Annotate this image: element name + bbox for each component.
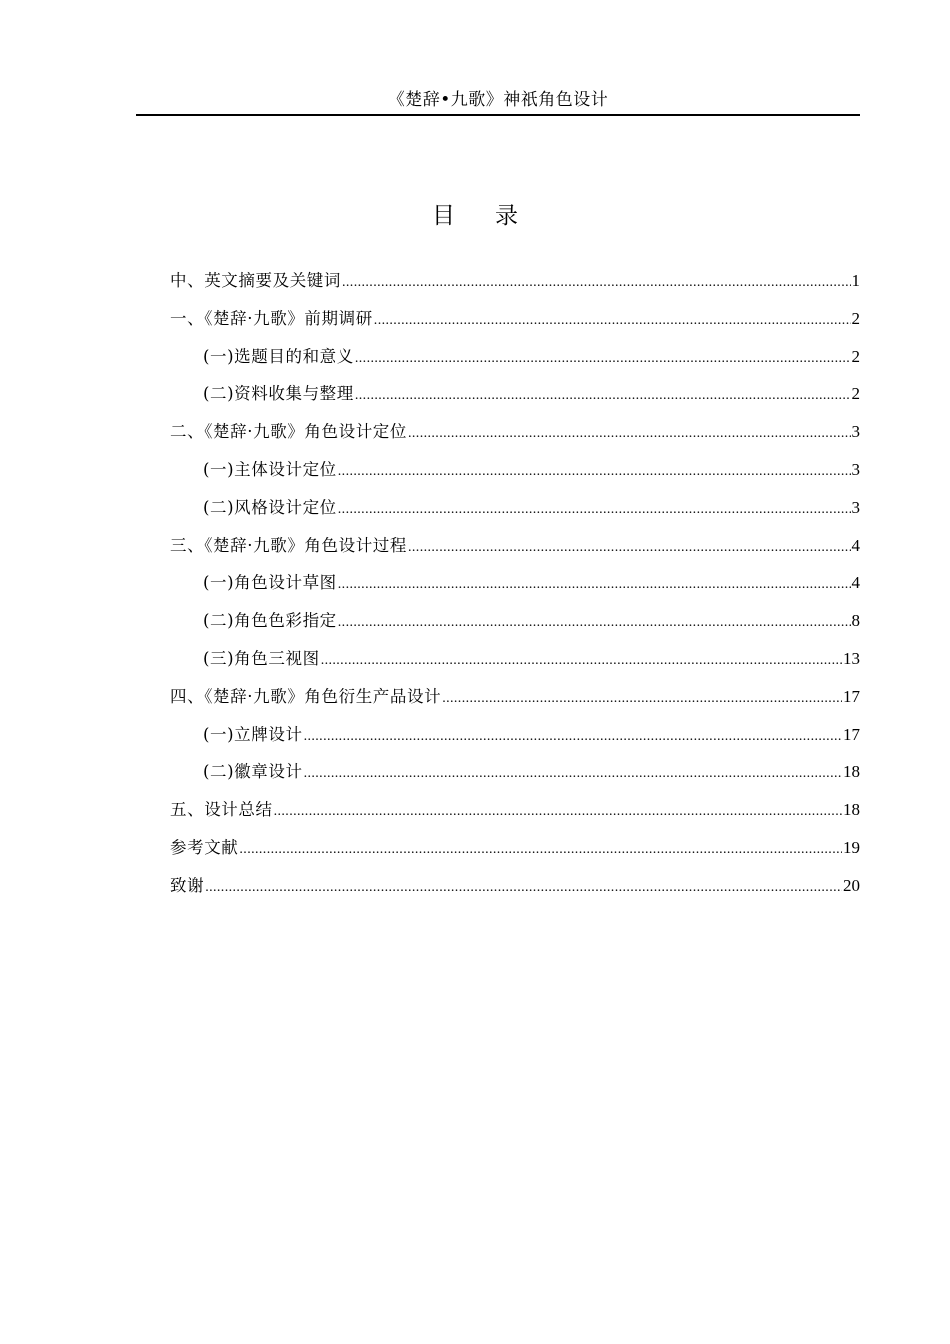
toc-entry-page-number: 20 — [843, 875, 860, 895]
toc-entry[interactable] — [170, 451, 860, 489]
header-title: 《楚辞•九歌》神祇角色设计 — [387, 90, 609, 110]
toc-dot-leader — [374, 302, 851, 340]
toc-entry[interactable] — [170, 867, 860, 905]
toc-entry[interactable] — [170, 829, 860, 867]
table-of-contents — [170, 262, 860, 905]
toc-dot-leader — [355, 377, 851, 415]
toc-dot-leader — [205, 869, 842, 907]
toc-entry-page-number: 17 — [843, 724, 860, 744]
toc-entry-page-number: 13 — [843, 648, 860, 668]
toc-entry[interactable] — [170, 262, 860, 300]
toc-entry-label: 一、《楚辞·九歌》前期调研 — [170, 308, 373, 328]
toc-entry-label: (二)徽章设计 — [203, 762, 303, 782]
toc-dot-leader — [355, 340, 851, 378]
toc-entry-label: (三)角色三视图 — [203, 648, 320, 668]
toc-dot-leader — [304, 755, 842, 793]
toc-entry-page-number: 2 — [851, 308, 860, 328]
toc-entry-label: (一)立牌设计 — [203, 724, 303, 744]
toc-dot-leader — [408, 529, 851, 567]
toc-dot-leader — [442, 680, 842, 718]
toc-entry-page-number: 18 — [843, 762, 860, 782]
page-header — [136, 86, 860, 116]
toc-entry-page-number: 4 — [851, 535, 860, 555]
toc-entry[interactable] — [170, 602, 860, 640]
toc-dot-leader — [342, 264, 851, 302]
toc-dot-leader — [338, 491, 851, 529]
toc-entry-label: 三、《楚辞·九歌》角色设计过程 — [170, 535, 407, 555]
toc-entry[interactable] — [170, 375, 860, 413]
toc-entry[interactable] — [170, 338, 860, 376]
toc-entry[interactable] — [170, 716, 860, 754]
toc-dot-leader — [338, 453, 851, 491]
toc-entry-label: 参考文献 — [170, 837, 239, 857]
toc-entry-label: (一)选题目的和意义 — [203, 346, 354, 366]
toc-entry-label: (二)资料收集与整理 — [203, 384, 354, 404]
toc-entry[interactable] — [170, 564, 860, 602]
toc-entry[interactable] — [170, 640, 860, 678]
toc-dot-leader — [338, 604, 851, 642]
toc-entry-label: (一)角色设计草图 — [203, 573, 337, 593]
toc-entry-page-number: 19 — [843, 837, 860, 857]
toc-entry-page-number: 3 — [851, 497, 860, 517]
toc-entry-page-number: 1 — [851, 271, 860, 290]
toc-entry[interactable] — [170, 300, 860, 338]
toc-entry-label: (二)角色色彩指定 — [203, 611, 337, 631]
toc-entry-label: (二)风格设计定位 — [203, 497, 337, 517]
toc-entry-label: 五、设计总结 — [170, 800, 273, 820]
toc-dot-leader — [408, 415, 851, 453]
toc-entry[interactable] — [170, 413, 860, 451]
toc-entry-page-number: 3 — [851, 459, 860, 479]
toc-dot-leader — [304, 718, 842, 756]
toc-entry-page-number: 2 — [851, 346, 860, 366]
toc-entry[interactable] — [170, 489, 860, 527]
toc-dot-leader — [274, 793, 842, 831]
toc-dot-leader — [321, 642, 842, 680]
toc-entry-page-number: 3 — [851, 422, 860, 442]
toc-title: 目录 — [432, 203, 558, 229]
toc-entry-label: 致谢 — [170, 875, 205, 895]
toc-entry-label: 二、《楚辞·九歌》角色设计定位 — [170, 422, 407, 442]
toc-dot-leader — [338, 566, 851, 604]
toc-entry[interactable] — [170, 753, 860, 791]
toc-entry-page-number: 4 — [851, 573, 860, 593]
toc-entry-page-number: 2 — [851, 384, 860, 404]
toc-dot-leader — [239, 831, 842, 869]
toc-entry[interactable] — [170, 527, 860, 565]
toc-entry[interactable] — [170, 791, 860, 829]
toc-entry-label: (一)主体设计定位 — [203, 459, 337, 479]
toc-entry[interactable] — [170, 678, 860, 716]
toc-entry-page-number: 17 — [843, 686, 860, 706]
toc-entry-label: 中、英文摘要及关键词 — [170, 271, 341, 290]
toc-entry-page-number: 18 — [843, 800, 860, 820]
toc-entry-page-number: 8 — [851, 611, 860, 631]
toc-entry-label: 四、《楚辞·九歌》角色衍生产品设计 — [170, 686, 442, 706]
